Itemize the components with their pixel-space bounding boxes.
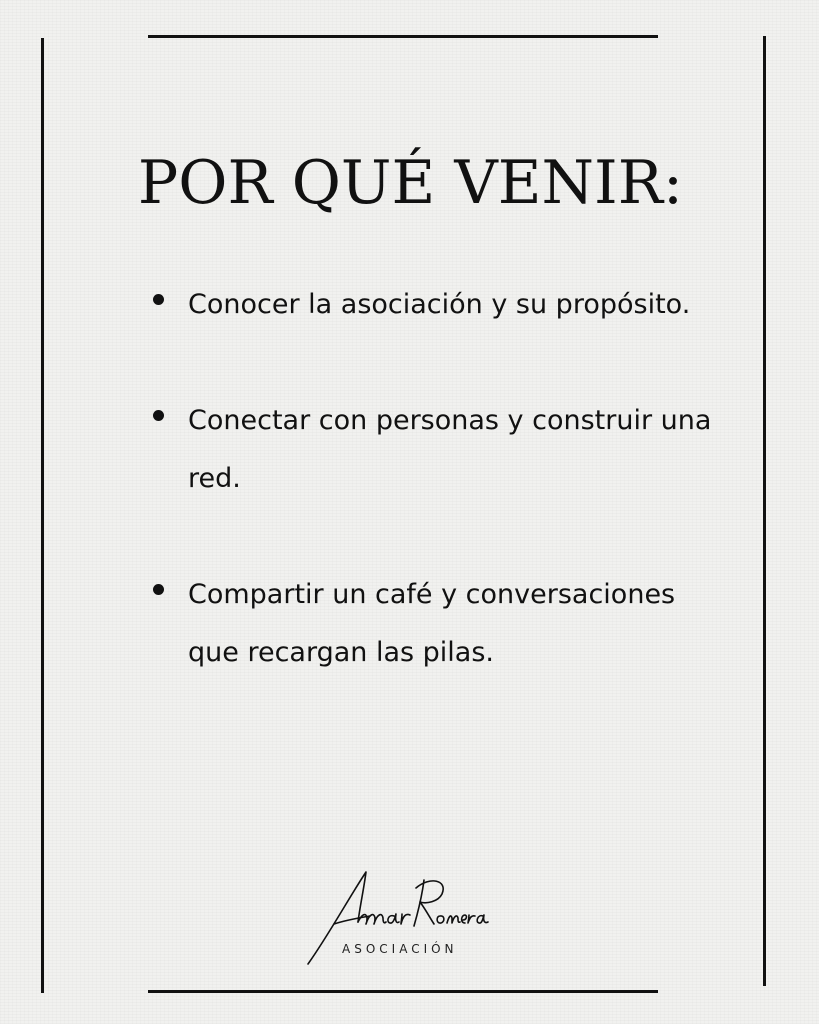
frame-bottom-line — [148, 990, 658, 993]
page-title: POR QUÉ VENIR: — [137, 148, 684, 218]
bullet-dot-icon — [153, 584, 164, 595]
list-item — [153, 276, 713, 334]
bullet-dot-icon — [153, 410, 164, 421]
logo — [300, 866, 490, 970]
list-item — [153, 566, 713, 682]
bullet-dot-icon — [153, 294, 164, 305]
bullet-list — [153, 276, 713, 682]
bullet-text: Conocer la asociación y su propósito. — [188, 289, 691, 320]
bullet-text: Compartir un café y conversaciones que recargan las pilas. — [188, 579, 676, 668]
list-item — [153, 392, 713, 508]
logo-subtitle: ASOCIACIÓN — [342, 942, 458, 956]
bullet-text: Conectar con personas y construir una red. — [188, 405, 712, 494]
frame-top-line — [148, 35, 658, 38]
